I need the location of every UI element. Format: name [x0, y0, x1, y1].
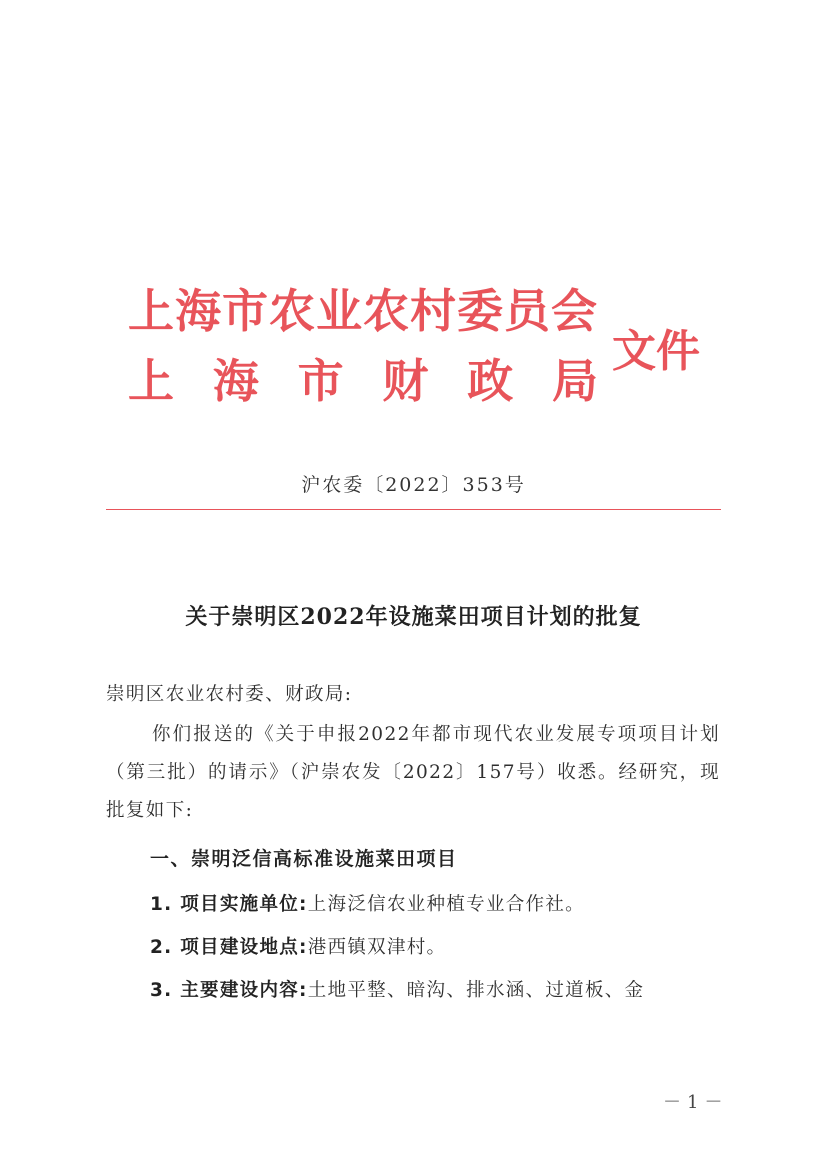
section-heading: 一、崇明泛信高标准设施菜田项目 [150, 848, 458, 870]
document-title: 关于崇明区2022年设施菜田项目计划的批复 [185, 604, 642, 630]
addressee: 崇明区农业农村委、财政局: [106, 684, 353, 705]
org2-char: 上 [128, 354, 174, 408]
issuing-org-line-2 [128, 354, 598, 408]
item-value: 土地平整、暗沟、排水涵、过道板、金 [307, 980, 645, 1001]
item-label: 3. 主要建设内容: [150, 980, 308, 1001]
org2-char: 海 [212, 354, 259, 408]
item-value: 上海泛信农业种植专业合作社。 [307, 894, 585, 915]
list-item [150, 976, 644, 1002]
org2-char: 局 [551, 354, 598, 408]
issuing-org-line-1: 上海市农业农村委员会 [128, 284, 598, 338]
org2-char: 财 [382, 354, 429, 408]
body-paragraph: 你们报送的《关于申报2022年都市现代农业发展专项项目计划（第三批）的请示》（沪崇农发〔2022〕157号）收悉。经研究，现批复如下: [106, 724, 720, 821]
org2-char: 市 [297, 354, 344, 408]
list-item [150, 933, 446, 959]
item-value: 港西镇双津村。 [307, 937, 447, 958]
page-number: －1－ [663, 1092, 729, 1113]
item-label: 2. 项目建设地点: [150, 937, 308, 958]
org2-char: 政 [467, 354, 514, 408]
list-item [150, 890, 585, 916]
document-suffix: 文件 [612, 326, 700, 377]
header-divider [106, 509, 721, 510]
document-number: 沪农委〔2022〕353号 [301, 474, 526, 496]
item-label: 1. 项目实施单位: [150, 894, 308, 915]
